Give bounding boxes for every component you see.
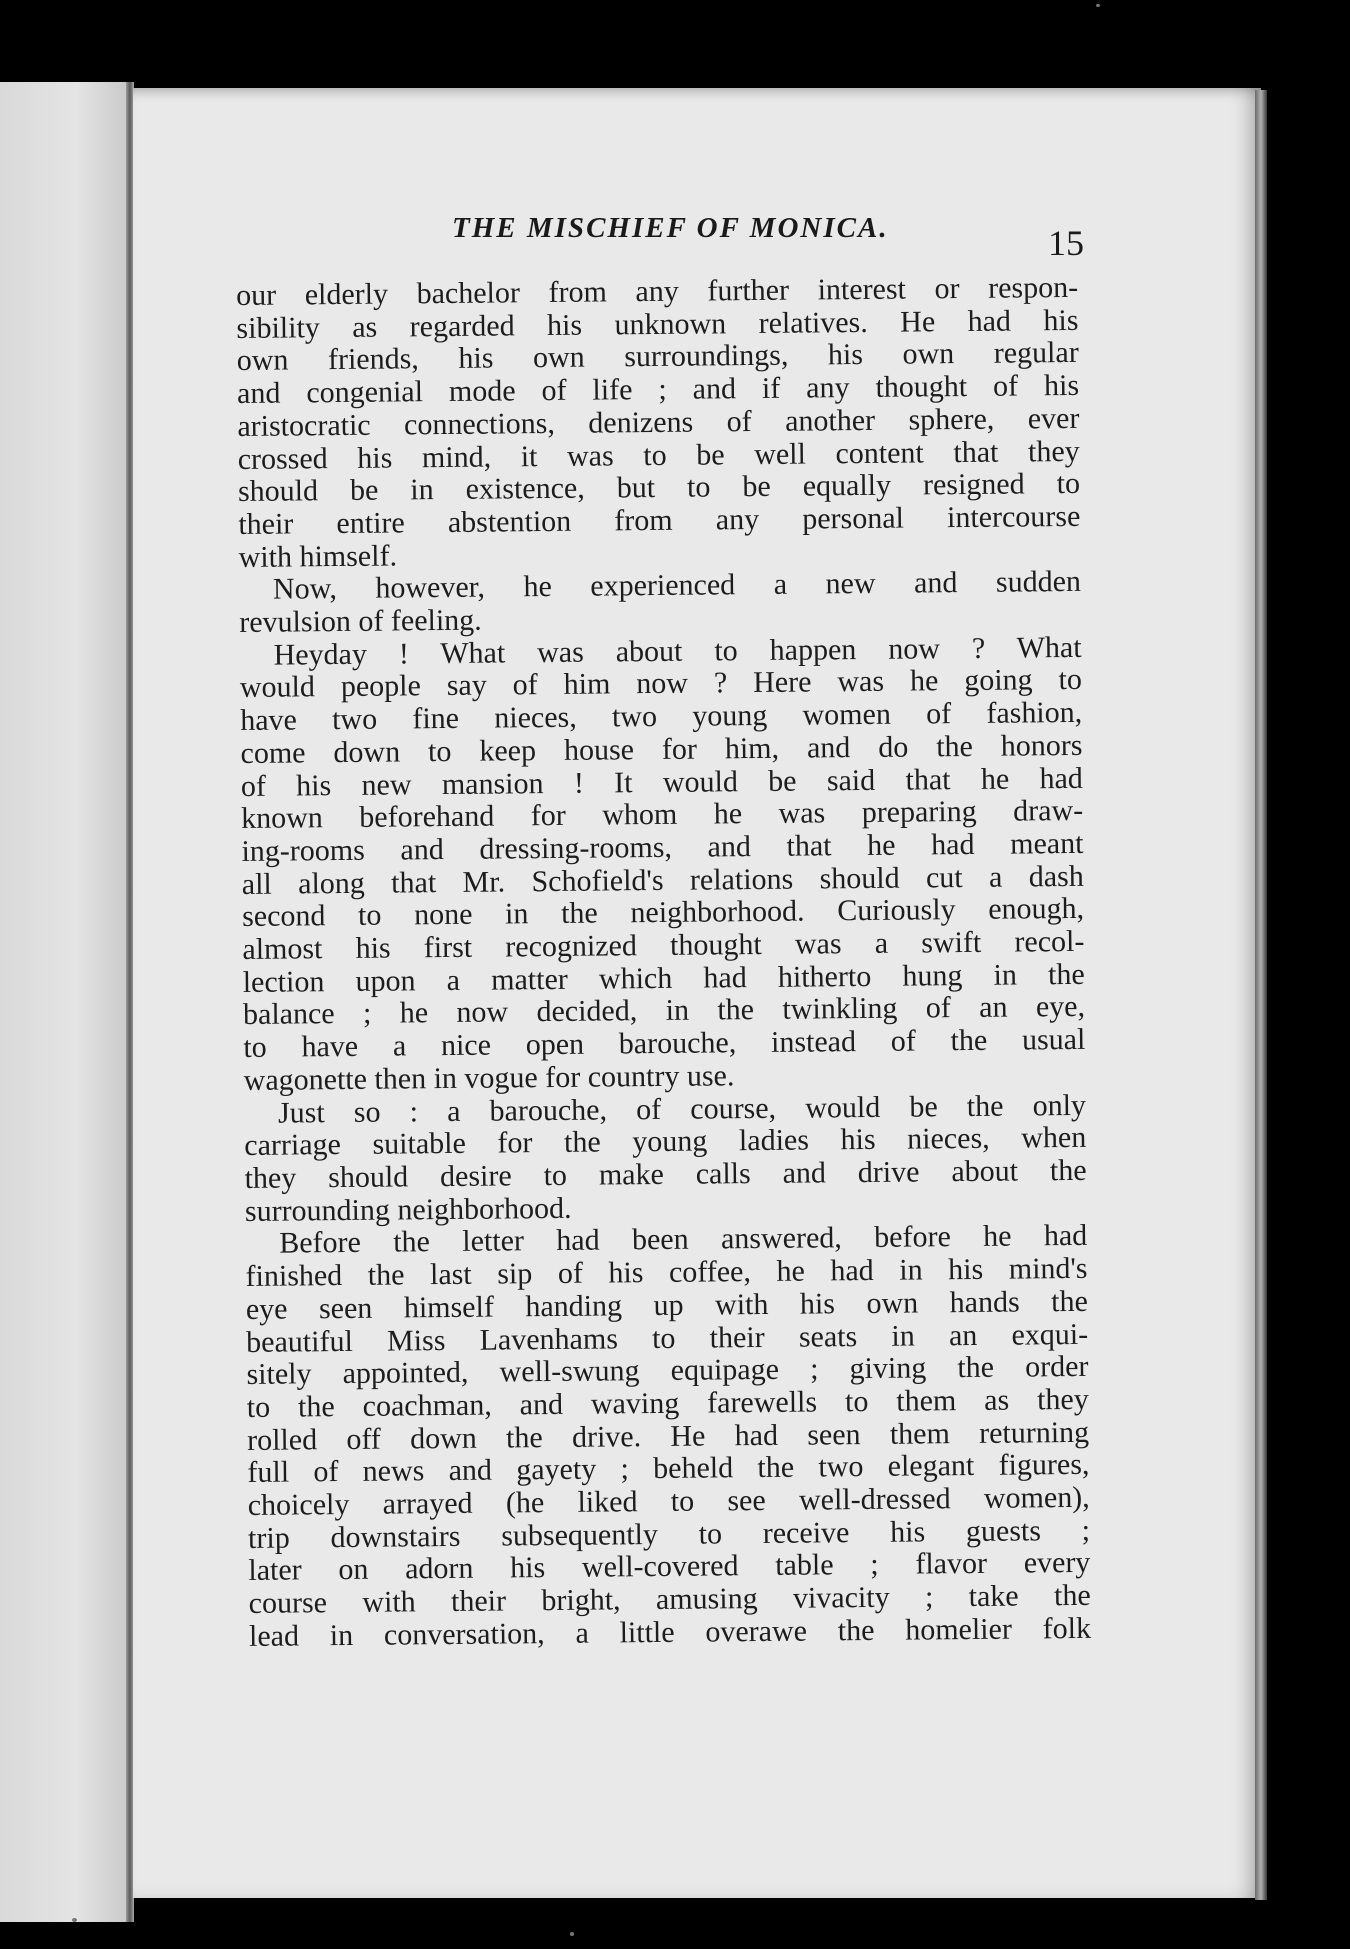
text-line: second to none in the neighborhood. Curiously enough, (241, 892, 1085, 934)
text-line: surrounding neighborhood. (244, 1191, 572, 1228)
text-line: our elderly bachelor from any further interest or respon- (235, 270, 1079, 312)
text-line: beautiful Miss Lavenhams to their seats in an exqui- (246, 1317, 1089, 1359)
text-line: lection upon a matter which had hitherto hung in the (242, 957, 1085, 999)
text-line: all along that Mr. Schofield's relations should cut a dash (241, 859, 1084, 901)
text-line: later on adorn his well-covered table ; flavor every (248, 1546, 1091, 1588)
body-text (236, 272, 1091, 1654)
text-line: Just so : a barouche, of course, would be the only (277, 1088, 1087, 1130)
text-line: sibility as regarded his unknown relatives. He had his (236, 303, 1079, 345)
text-line: balance ; he now decided, in the twinkling of an eye, (242, 990, 1086, 1032)
text-line: Now, however, he experienced a new and sudden (272, 565, 1082, 606)
facing-page-edge (0, 82, 128, 1922)
text-line: trip downstairs subsequently to receive his guests ; (247, 1513, 1091, 1555)
text-line: own friends, his own surroundings, his own regular (236, 336, 1079, 378)
text-line: have two fine nieces, two young women of fashion, (240, 696, 1083, 738)
text-line: revulsion of feeling. (239, 603, 482, 640)
text-line: would people say of him now ? Here was he going to (239, 663, 1083, 705)
text-line: ing-rooms and dressing-rooms, and that he had meant (241, 826, 1084, 868)
text-line: almost his first recognized thought was a swift recol- (242, 924, 1085, 967)
text-line: they should desire to make calls and drive about the (244, 1153, 1087, 1195)
text-line: eye seen himself handing up with his own hands the (245, 1284, 1089, 1326)
text-line: sitely appointed, well-swung equipage ; giving the order (246, 1350, 1089, 1392)
text-line: known beforehand for whom he was preparing draw- (241, 794, 1084, 836)
text-line: choicely arrayed (he liked to see well-dressed women), (247, 1480, 1090, 1522)
text-line: Before the letter had been answered, before he had (279, 1219, 1088, 1261)
text-line: wagonette then in vogue for country use. (243, 1059, 735, 1097)
text-line: full of news and gayety ; beheld the two elegant figures, (247, 1448, 1090, 1490)
running-head: THE MISCHIEF OF MONICA. (452, 212, 889, 244)
dust-speck (1096, 4, 1100, 7)
text-line: and congenial mode of life ; and if any thought of his (236, 369, 1080, 411)
page-number: 15 (1048, 223, 1084, 263)
text-line: come down to keep house for him, and do the honors (240, 728, 1083, 770)
dust-speck (72, 1918, 77, 1922)
text-line: rolled off down the drive. He had seen them returning (246, 1415, 1090, 1457)
text-line: crossed his mind, it was to be well content that they (237, 434, 1080, 476)
text-line: of his new mansion ! It would be said that he had (240, 761, 1083, 803)
text-line: with himself. (238, 539, 398, 574)
text-line: should be in existence, but to be equally resigned to (237, 467, 1081, 509)
text-line: finished the last sip of his coffee, he had in his mind's (245, 1251, 1088, 1294)
dust-speck (570, 1932, 574, 1936)
text-line: to the coachman, and waving farewells to them as they (246, 1382, 1089, 1424)
text-line: aristocratic connections, denizens of another sphere, ever (237, 401, 1080, 443)
text-line: their entire abstention from any personal intercourse (238, 499, 1081, 541)
page-fore-edge (1255, 90, 1267, 1900)
text-line: carriage suitable for the young ladies his nieces, when (244, 1121, 1087, 1163)
text-line: course with their bright, amusing vivacity ; take the (248, 1578, 1091, 1621)
text-line: to have a nice open barouche, instead of the usual (243, 1023, 1086, 1065)
text-line: Heyday ! What was about to happen now ? What (273, 630, 1082, 672)
text-line: lead in conversation, a little overawe the homelier folk (248, 1611, 1092, 1653)
